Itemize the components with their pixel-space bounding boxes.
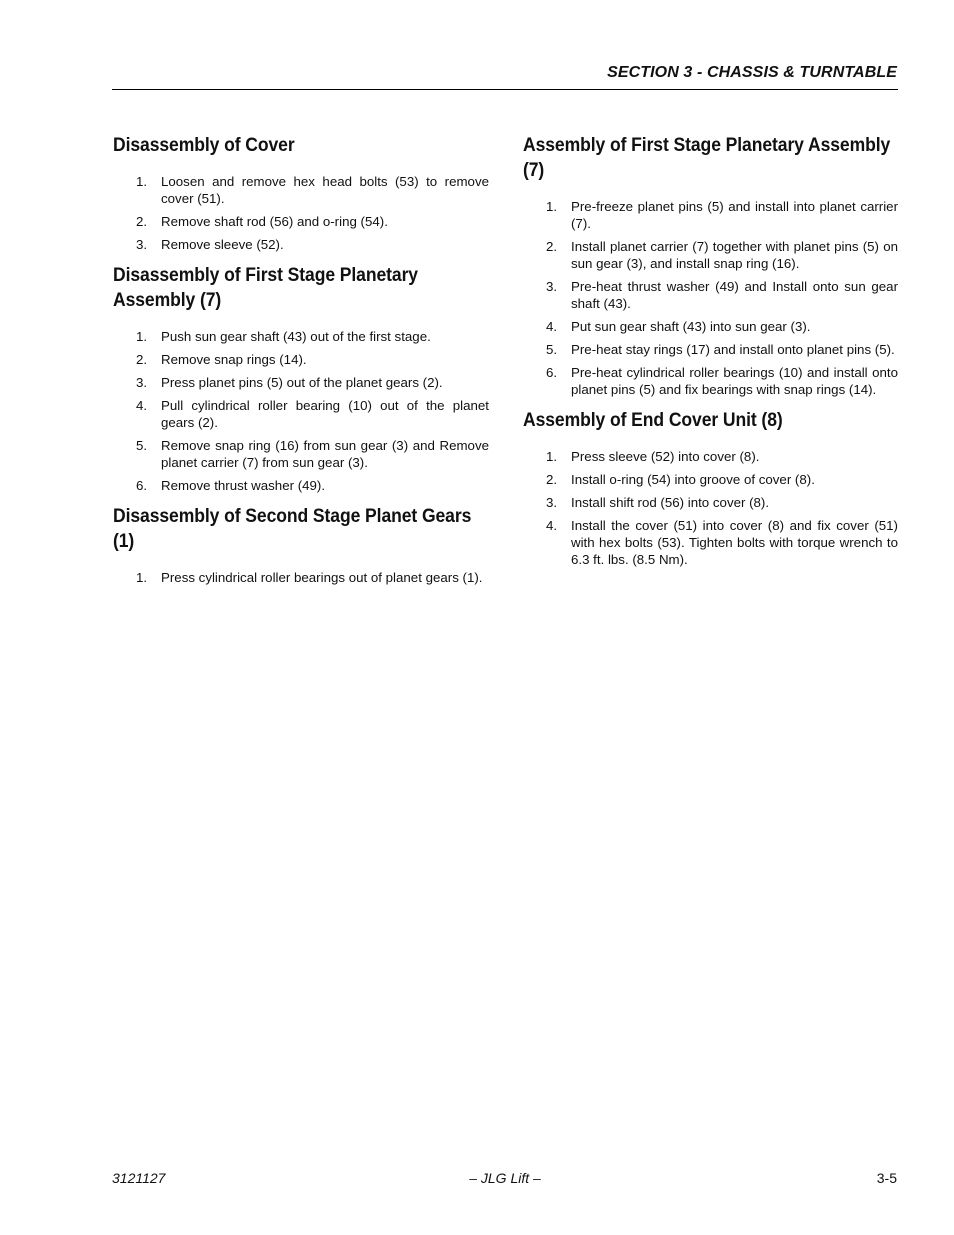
publisher-footer: – JLG Lift – [469,1170,541,1186]
section-title: Assembly of First Stage Planetary Assembly (7) [523,134,891,181]
section-header: SECTION 3 - CHASSIS & TURNTABLE [607,64,897,81]
step-item [523,448,898,465]
step-number: 1. [546,449,558,464]
step-item [113,173,489,207]
section-assembly-first-stage [523,133,898,398]
step-number: 2. [546,472,558,487]
step-item [523,278,898,312]
step-item [113,374,489,391]
step-item [523,198,898,232]
step-number: 4. [546,319,558,334]
section-title: Disassembly of Second Stage Planet Gears (1) [113,505,472,552]
step-item [113,437,489,471]
step-list [113,569,489,586]
step-number: 3. [546,279,558,294]
step-text: Remove thrust washer (49). [161,478,326,493]
doc-number: 3121127 [112,1170,166,1186]
step-number: 6. [136,478,148,493]
step-list [113,173,489,253]
section-disassembly-second-stage [113,504,489,586]
step-text: Remove snap ring (16) from sun gear (3) and Remove planet carrier (7) from sun gear (3). [161,438,489,470]
step-text: Remove sleeve (52). [161,237,284,252]
step-number: 1. [136,570,148,585]
section-title: Disassembly of First Stage Planetary Assembly (7) [113,264,418,311]
step-number: 3. [136,375,148,390]
section-assembly-end-cover [523,408,898,568]
step-list [523,198,898,398]
step-number: 2. [136,352,148,367]
step-number: 4. [546,518,558,533]
step-number: 4. [136,398,148,413]
step-list [113,328,489,494]
step-number: 5. [136,438,148,453]
step-number: 1. [546,199,558,214]
step-number: 2. [546,239,558,254]
step-number: 1. [136,174,148,189]
step-text: Install o-ring (54) into groove of cover (8). [571,472,815,487]
step-number: 6. [546,365,558,380]
step-item [523,238,898,272]
step-item [523,517,898,568]
page-number: 3-5 [876,1170,897,1186]
step-item [523,364,898,398]
step-number: 3. [136,237,148,252]
section-disassembly-first-stage [113,263,489,494]
step-item [523,341,898,358]
right-column [523,133,898,574]
step-text: Put sun gear shaft (43) into sun gear (3). [571,319,811,334]
step-item [523,494,898,511]
section-title: Assembly of End Cover Unit (8) [523,409,783,431]
step-text: Install shift rod (56) into cover (8). [571,495,770,510]
section-title: Disassembly of Cover [113,134,295,156]
section-disassembly-of-cover [113,133,489,253]
step-text: Press cylindrical roller bearings out of planet gears (1). [161,570,483,585]
step-text: Pre-heat cylindrical roller bearings (10) and install onto planet pins (5) and fix bearings with snap rings (14). [571,365,898,397]
step-list [523,448,898,568]
step-text: Loosen and remove hex head bolts (53) to remove cover (51). [161,174,489,206]
step-number: 2. [136,214,148,229]
step-item [523,318,898,335]
step-item [113,477,489,494]
step-text: Remove snap rings (14). [161,352,307,367]
step-number: 1. [136,329,148,344]
step-text: Remove shaft rod (56) and o-ring (54). [161,214,388,229]
step-number: 3. [546,495,558,510]
step-text: Pre-heat thrust washer (49) and Install onto sun gear shaft (43). [571,279,898,311]
step-text: Press planet pins (5) out of the planet gears (2). [161,375,443,390]
step-text: Install planet carrier (7) together with planet pins (5) on sun gear (3), and install snap ring (16). [571,239,898,271]
header-divider [112,89,898,90]
step-text: Pull cylindrical roller bearing (10) out of the planet gears (2). [161,398,489,430]
step-text: Pre-heat stay rings (17) and install onto planet pins (5). [571,342,895,357]
step-text: Pre-freeze planet pins (5) and install into planet carrier (7). [571,199,898,231]
step-item [113,351,489,368]
step-item [523,471,898,488]
step-item [113,397,489,431]
left-column [113,133,489,592]
step-text: Press sleeve (52) into cover (8). [571,449,760,464]
step-item [113,236,489,253]
step-text: Install the cover (51) into cover (8) and fix cover (51) with hex bolts (53). Tighten bolts with torque wrench to 6.3 ft. lbs. (8.5 Nm). [571,518,898,567]
step-text: Push sun gear shaft (43) out of the first stage. [161,329,431,344]
step-item [113,328,489,345]
step-item [113,213,489,230]
step-number: 5. [546,342,558,357]
step-item [113,569,489,586]
